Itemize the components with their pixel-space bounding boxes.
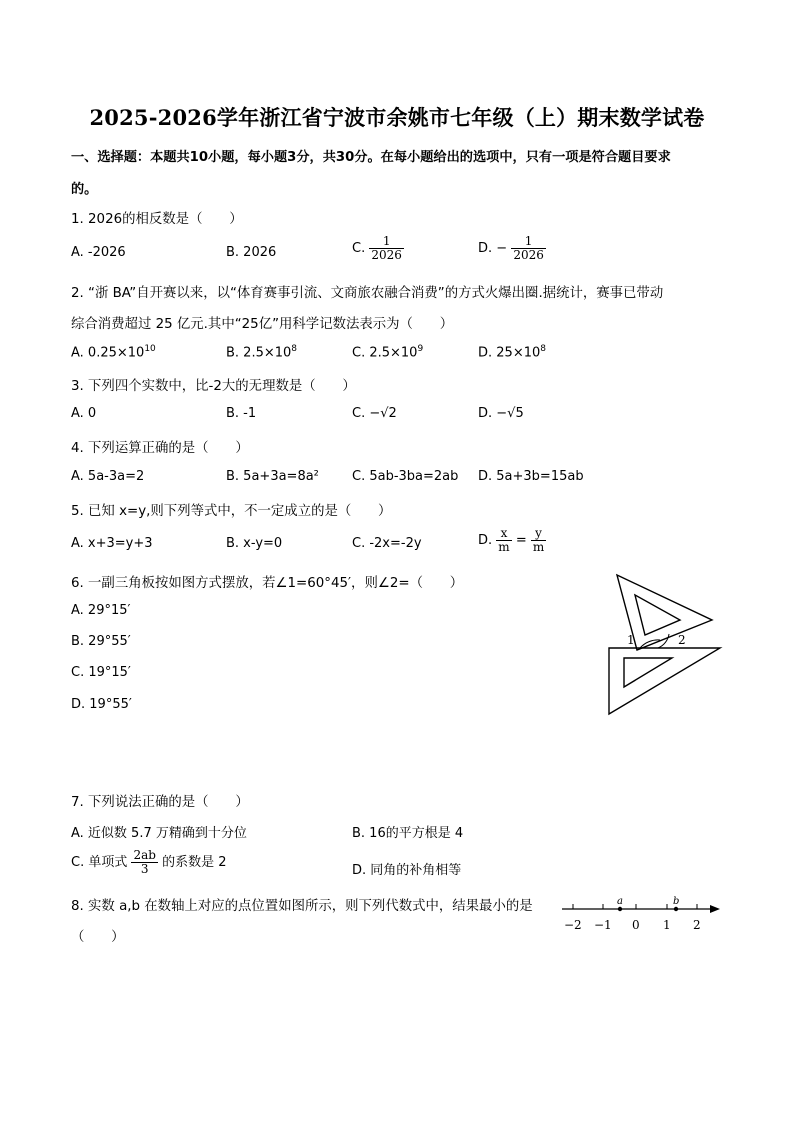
q4-option-a: A. 5a-3a=2 xyxy=(71,469,145,484)
q2-option-b: B. $2.5\times 10^8$ xyxy=(226,344,298,361)
q3-option-a: A. 0 xyxy=(71,406,97,421)
lower-triangle-inner xyxy=(624,658,672,687)
question-1-stem: 1. 2026的相反数是（ ） xyxy=(71,212,243,227)
q4-option-b: B. 5a+3a=8a² xyxy=(226,469,319,484)
question-2-stem-line1: 2. “浙 BA”自开赛以来，以“体育赛事引流、文商旅农融合消费”的方式火爆出圈.据统计，赛事已带动 xyxy=(71,286,664,301)
q5-option-a: A. x+3=y+3 xyxy=(71,536,153,551)
q3-option-c: C. −√2 xyxy=(352,406,397,421)
angle-1-label: 1 xyxy=(627,633,635,647)
question-8-stem-line2: （ ） xyxy=(71,930,125,945)
q1-option-a: A. -2026 xyxy=(71,245,126,260)
q3-option-b: B. -1 xyxy=(226,406,257,421)
q7-option-a: A. 近似数 5.7 万精确到十分位 xyxy=(71,826,247,841)
q1-option-d: D. − $\frac{1}{2026}$ xyxy=(478,234,544,262)
point-b-marker xyxy=(674,907,678,911)
page-title: 2025-2026学年浙江省宁波市余姚市七年级（上）期末数学试卷 xyxy=(89,105,705,130)
point-a-marker xyxy=(618,907,622,911)
point-b-label: b xyxy=(673,896,680,907)
tick-label: 0 xyxy=(632,918,640,932)
section-heading: 一、选择题：本题共10小题，每小题3分，共30分。在每小题给出的选项中，只有一项是符合题目要求 xyxy=(71,150,671,165)
tick-label: 1 xyxy=(663,918,671,932)
number-line-figure xyxy=(560,893,725,935)
q5-option-b: B. x-y=0 xyxy=(226,536,283,551)
section-heading-cont: 的。 xyxy=(71,182,98,197)
point-a-label: a xyxy=(617,896,623,907)
q4-option-c: C. 5ab-3ba=2ab xyxy=(352,469,459,484)
q7-option-b: B. 16的平方根是 4 xyxy=(352,826,464,841)
triangle-set-figure xyxy=(600,570,725,718)
axis-arrow-icon xyxy=(710,905,720,913)
q6-option-d: D. 19°55′ xyxy=(71,697,132,712)
question-3-stem: 3. 下列四个实数中，比-2大的无理数是（ ） xyxy=(71,379,356,394)
q7-option-c: C. 单项式 $\frac{2ab}{3}$ 的系数是 2 xyxy=(71,848,227,876)
q3-option-d: D. −√5 xyxy=(478,406,524,421)
question-5-stem: 5. 已知 x=y,则下列等式中，不一定成立的是（ ） xyxy=(71,504,392,519)
angle-arc xyxy=(640,640,660,648)
q4-option-d: D. 5a+3b=15ab xyxy=(478,469,584,484)
q2-option-a: A. $0.25\times 10^{10}$ xyxy=(71,344,156,361)
angle-2-label: 2 xyxy=(678,633,686,647)
question-4-stem: 4. 下列运算正确的是（ ） xyxy=(71,441,249,456)
question-7-stem: 7. 下列说法正确的是（ ） xyxy=(71,795,249,810)
q7-option-d: D. 同角的补角相等 xyxy=(352,863,462,878)
fraction: $\frac{1}{2026}$ xyxy=(513,234,544,262)
fraction: $\frac{y}{m}$ xyxy=(532,526,545,554)
q2-option-d: D. $25\times 10^8$ xyxy=(478,344,546,361)
q1-option-b: B. 2026 xyxy=(226,245,277,260)
q5-option-c: C. -2x=-2y xyxy=(352,536,422,551)
fraction: $\frac{2ab}{3}$ xyxy=(133,848,156,876)
question-8-stem-line1: 8. 实数 a,b 在数轴上对应的点位置如图所示，则下列代数式中，结果最小的是 xyxy=(71,899,533,914)
fraction: $\frac{1}{2026}$ xyxy=(371,234,402,262)
q6-option-c: C. 19°15′ xyxy=(71,665,131,680)
q6-option-b: B. 29°55′ xyxy=(71,634,131,649)
question-2-stem-line2: 综合消费超过 25 亿元.其中“25亿”用科学记数法表示为（ ） xyxy=(71,317,454,332)
fraction: $\frac{x}{m}$ xyxy=(498,526,510,554)
question-6-stem: 6. 一副三角板按如图方式摆放，若∠1=60°45′，则∠2=（ ） xyxy=(71,576,464,591)
tick-label: −2 xyxy=(564,918,582,932)
q1-option-c: C. $\frac{1}{2026}$ xyxy=(352,234,402,262)
q5-option-d: D. $\frac{x}{m}$ = $\frac{y}{m}$ xyxy=(478,526,545,554)
q6-option-a: A. 29°15′ xyxy=(71,603,131,618)
tick-label: 2 xyxy=(693,918,701,932)
q2-option-c: C. $2.5\times 10^9$ xyxy=(352,344,424,361)
tick-label: −1 xyxy=(594,918,612,932)
